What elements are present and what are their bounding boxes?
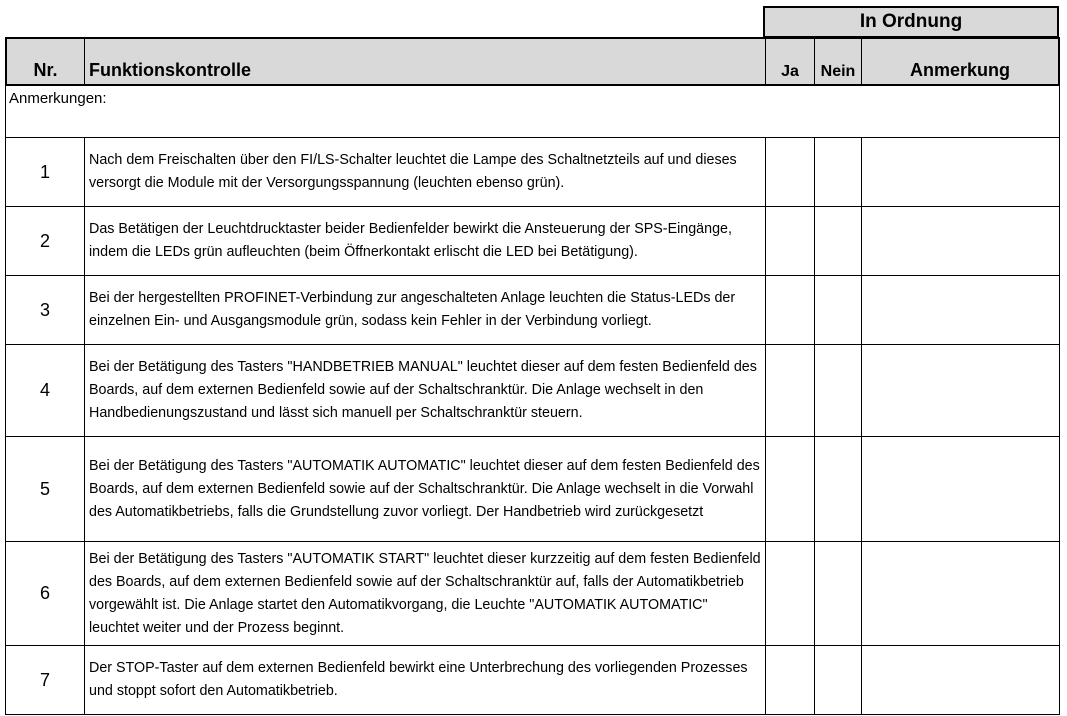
notes-row[interactable]: Anmerkungen: — [5, 86, 1060, 138]
nein-checkbox-cell[interactable] — [814, 542, 861, 645]
ja-checkbox-cell[interactable] — [765, 207, 814, 275]
nein-checkbox-cell[interactable] — [814, 345, 861, 436]
table-header-row — [5, 37, 1060, 86]
ja-checkbox-cell[interactable] — [765, 276, 814, 344]
table-row — [5, 437, 1060, 542]
row-number: 6 — [39, 583, 50, 603]
row-number: 3 — [39, 299, 50, 320]
row-number: 4 — [39, 380, 50, 400]
ja-checkbox-cell[interactable] — [765, 345, 814, 436]
row-number: 1 — [39, 161, 50, 182]
nein-checkbox-cell[interactable] — [814, 646, 861, 714]
remark-cell[interactable] — [861, 207, 1059, 275]
column-header-function: Funktionskontrolle — [84, 39, 765, 84]
column-header-nr: Nr. — [33, 60, 58, 80]
in-ordnung-group-header: In Ordnung — [763, 6, 1059, 38]
remark-cell[interactable] — [861, 276, 1059, 344]
remark-cell[interactable] — [861, 646, 1059, 714]
row-number: 2 — [39, 230, 50, 251]
column-header-ja: Ja — [765, 39, 814, 84]
function-description: Bei der Betätigung des Tasters "AUTOMATIK AUTOMATIC" leuchtet dieser auf dem festen Bedienfeld des Boards, auf dem externen Bedienfeld sowie auf der Schaltschranktür. Die Anlage wechselt in die Vorwahl des Automatikbetriebs, falls die Grundstellung zuvor vorliegt. Der Handbetrieb wird zurückgesetzt — [84, 437, 765, 541]
nein-checkbox-cell[interactable] — [814, 276, 861, 344]
table-row — [5, 207, 1060, 276]
ja-checkbox-cell[interactable] — [765, 646, 814, 714]
row-number: 7 — [39, 669, 50, 690]
table-row — [5, 276, 1060, 345]
table-row — [5, 345, 1060, 437]
table-row — [5, 542, 1060, 646]
row-number: 5 — [39, 478, 50, 499]
nein-checkbox-cell[interactable] — [814, 437, 861, 541]
ja-checkbox-cell[interactable] — [765, 437, 814, 541]
column-header-remark: Anmerkung — [861, 39, 1058, 84]
ja-checkbox-cell[interactable] — [765, 542, 814, 645]
table-row — [5, 646, 1060, 715]
remark-cell[interactable] — [861, 437, 1059, 541]
remark-cell[interactable] — [861, 542, 1059, 645]
function-description: Bei der hergestellten PROFINET-Verbindung zur angeschalteten Anlage leuchten die Status-LEDs der einzelnen Ein- und Ausgangsmodule grün, sodass kein Fehler in der Verbindung vorliegt. — [84, 276, 765, 344]
nein-checkbox-cell[interactable] — [814, 207, 861, 275]
column-header-nein: Nein — [814, 39, 861, 84]
function-description: Das Betätigen der Leuchtdrucktaster beider Bedienfelder bewirkt die Ansteuerung der SPS-Eingänge, indem die LEDs grün aufleuchten (beim Öffnerkontakt erlischt die LED bei Betätigung). — [84, 207, 765, 275]
function-description: Bei der Betätigung des Tasters "HANDBETRIEB MANUAL" leuchtet dieser auf dem festen Bedienfeld des Boards, auf dem externen Bedienfeld sowie auf der Schaltschranktür. Die Anlage wechselt in den Handbedienungszustand und lässt sich manuell per Schaltschranktür steuern. — [84, 345, 765, 436]
function-description: Der STOP-Taster auf dem externen Bedienfeld bewirkt eine Unterbrechung des vorliegenden Prozesses und stoppt sofort den Automatikbetrieb. — [84, 646, 765, 714]
function-description: Nach dem Freischalten über den FI/LS-Schalter leuchtet die Lampe des Schaltnetzteils auf und dieses versorgt die Module mit der Versorgungsspannung (leuchten ebenso grün). — [84, 138, 765, 206]
remark-cell[interactable] — [861, 138, 1059, 206]
remark-cell[interactable] — [861, 345, 1059, 436]
ja-checkbox-cell[interactable] — [765, 138, 814, 206]
nein-checkbox-cell[interactable] — [814, 138, 861, 206]
table-row — [5, 138, 1060, 207]
function-description: Bei der Betätigung des Tasters "AUTOMATIK START" leuchtet dieser kurzzeitig auf dem festen Bedienfeld des Boards, auf dem externen Bedienfeld sowie auf der Schaltschranktür auf, falls der Automatikbetrieb vorgewählt ist. Die Anlage startet den Automatikvorgang, die Leuchte "AUTOMATIK AUTOMATIC" leuchtet weiter und der Prozess beginnt. — [84, 542, 765, 645]
